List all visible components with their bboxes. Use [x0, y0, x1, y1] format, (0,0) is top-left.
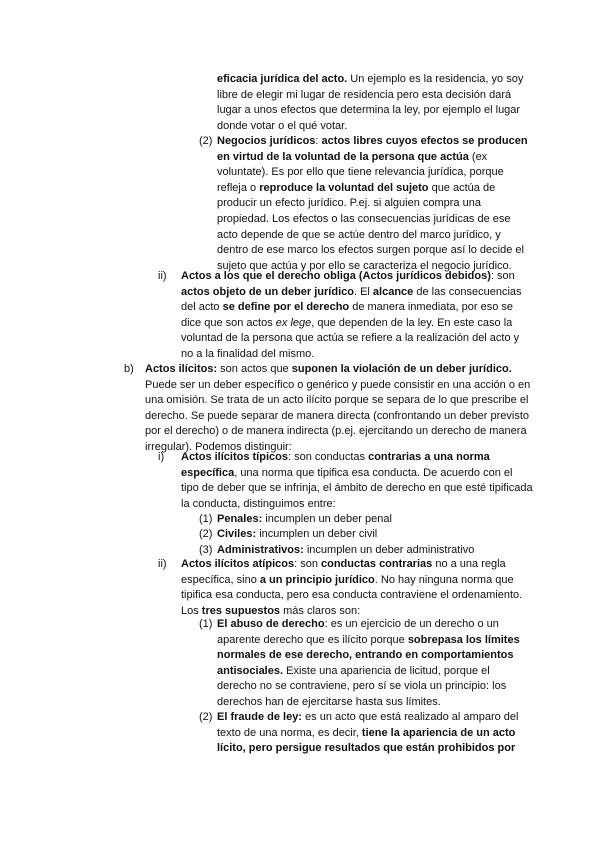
- list-label: (1): [199, 513, 213, 525]
- text: : son: [490, 270, 515, 282]
- paragraph-ilicitos-tipicos: [181, 450, 533, 512]
- paragraph-actos-ilicitos: [145, 362, 534, 456]
- bold-text: actos libres cuyos efectos se producen en virtud de la voluntad de la persona que actúa: [217, 135, 528, 163]
- bold-text: Civiles:: [217, 528, 257, 540]
- list-label: i): [158, 451, 165, 463]
- text: Un ejemplo es la residencia, yo soy libre de elegir mi lugar de residencia pero esta decisión dará lugar a unos efectos que determina la ley, por ejemplo el lugar donde votar o el qué votar.: [217, 73, 524, 132]
- bold-text: Actos ilícitos atípicos: [181, 558, 295, 570]
- paragraph-abuso-de-derecho: [217, 617, 530, 711]
- bold-text: El fraude de ley:: [217, 711, 302, 723]
- bold-text: Administrativos:: [217, 544, 304, 556]
- list-label: ii): [158, 270, 167, 282]
- bold-text: Negocios jurídicos: [217, 135, 316, 147]
- bold-text: eficacia jurídica del acto.: [217, 73, 348, 85]
- text: Puede ser un deber específico o genérico y puede consistir en una acción o en una omisión. Se trata de un acto ilícito porque se separa de lo que prescribe el derecho. Se puede separar de manera directa (confrontando un deber previsto por el derecho) o de manera indirecta (p.ej. ejercitando un derecho de manera irregular). Podemos distinguir:: [145, 378, 531, 453]
- bold-text: tres supuestos: [201, 604, 281, 617]
- list-label: (2): [199, 528, 213, 540]
- bold-text: actos objeto de un deber jurídico: [181, 285, 354, 298]
- list-item-civiles: [217, 527, 530, 543]
- bold-text: a un principio jurídico: [259, 573, 375, 586]
- text: , una norma que tipifica esa conducta. De acuerdo con el tipo de deber que se infrinja, el ámbito de derecho en que esté tipificada la conducta, distinguimos entre:: [181, 466, 533, 510]
- text: incumplen un deber administrativo: [303, 544, 475, 556]
- list-label: (1): [199, 618, 213, 630]
- text: de manera inmediata, por eso se dice que son actos: [181, 301, 514, 329]
- paragraph-ilicitos-atipicos: [181, 557, 533, 619]
- list-label: ii): [158, 558, 167, 570]
- paragraph-actos-debidos: [181, 269, 533, 363]
- bold-text: Penales:: [217, 513, 263, 525]
- bold-text: reproduce la voluntad del sujeto: [259, 181, 429, 194]
- text: , que dependen de la ley. En este caso la voluntad de la persona que actúa se refiere a la realización del acto y no a la finalidad del mismo.: [181, 316, 520, 360]
- bold-text: Actos a los que el derecho obliga (Actos jurídicos debidos): [181, 270, 491, 282]
- text: que actúa de producir un efecto jurídico. P.ej. si alguien compra una propiedad. Los efectos o las consecuencias jurídicas de ese acto depende de que se actúe dentro del marco jurídico, y dentro de ese marco los efectos surgen porque así lo decide el sujeto que actúa y por ello se caracteriza el negocio jurídico.: [217, 181, 524, 272]
- bold-text: alcance: [372, 285, 414, 298]
- text: no a una regla específica, sino: [181, 558, 506, 586]
- bold-text: conductas contrarias: [321, 558, 433, 570]
- paragraph-eficacia: [217, 72, 527, 134]
- text: (ex voluntate). Es por ello que tiene relevancia jurídica, porque refleja o: [217, 150, 504, 194]
- text: de las consecuencias del acto: [181, 285, 522, 314]
- text: : es un ejercicio de un derecho o un aparente derecho que es ilícito porque: [217, 618, 499, 646]
- italic-text: ex lege: [275, 316, 312, 329]
- bold-text: se define por el derecho: [222, 301, 350, 314]
- bold-text: Actos ilícitos:: [145, 363, 218, 375]
- list-label: (2): [199, 135, 213, 147]
- list-label: b): [124, 363, 134, 375]
- text: . No hay ninguna norma que tipifica esa conducta, pero esa conducta contraviene el ordenamiento. Los: [181, 573, 523, 617]
- text: incumplen un deber civil: [256, 528, 378, 540]
- paragraph-fraude-de-ley: [217, 710, 530, 757]
- text: : son conductas: [287, 451, 369, 463]
- text: incumplen un deber penal: [262, 513, 392, 525]
- bold-text: contrarias a una norma específica: [181, 451, 490, 479]
- text: Existe una apariencia de licitud, porque el derecho no se contraviene, pero sí se viola un principio: los derechos han de ejercitarse hasta sus límites.: [217, 664, 507, 708]
- list-label: (3): [199, 544, 213, 556]
- text: . El: [353, 285, 373, 298]
- text: : son: [294, 558, 321, 570]
- list-label: (2): [199, 711, 213, 723]
- text: más claros son:: [280, 604, 361, 617]
- text: es un acto que está realizado al amparo del texto de una norma, es decir,: [217, 711, 519, 739]
- text: son actos que: [217, 363, 292, 375]
- list-item-penales: [217, 512, 530, 528]
- paragraph-negocios-juridicos: [217, 134, 530, 274]
- text: :: [315, 135, 322, 147]
- bold-text: sobrepasa los límites normales de ese derecho, entrando en comportamientos antisociales.: [217, 633, 520, 677]
- bold-text: El abuso de derecho: [217, 618, 325, 630]
- bold-text: Actos ilícitos típicos: [181, 451, 288, 463]
- bold-text: tiene la apariencia de un acto lícito, pero persigue resultados que están prohibidos por: [217, 726, 516, 755]
- bold-text: suponen la violación de un deber jurídico.: [291, 363, 512, 375]
